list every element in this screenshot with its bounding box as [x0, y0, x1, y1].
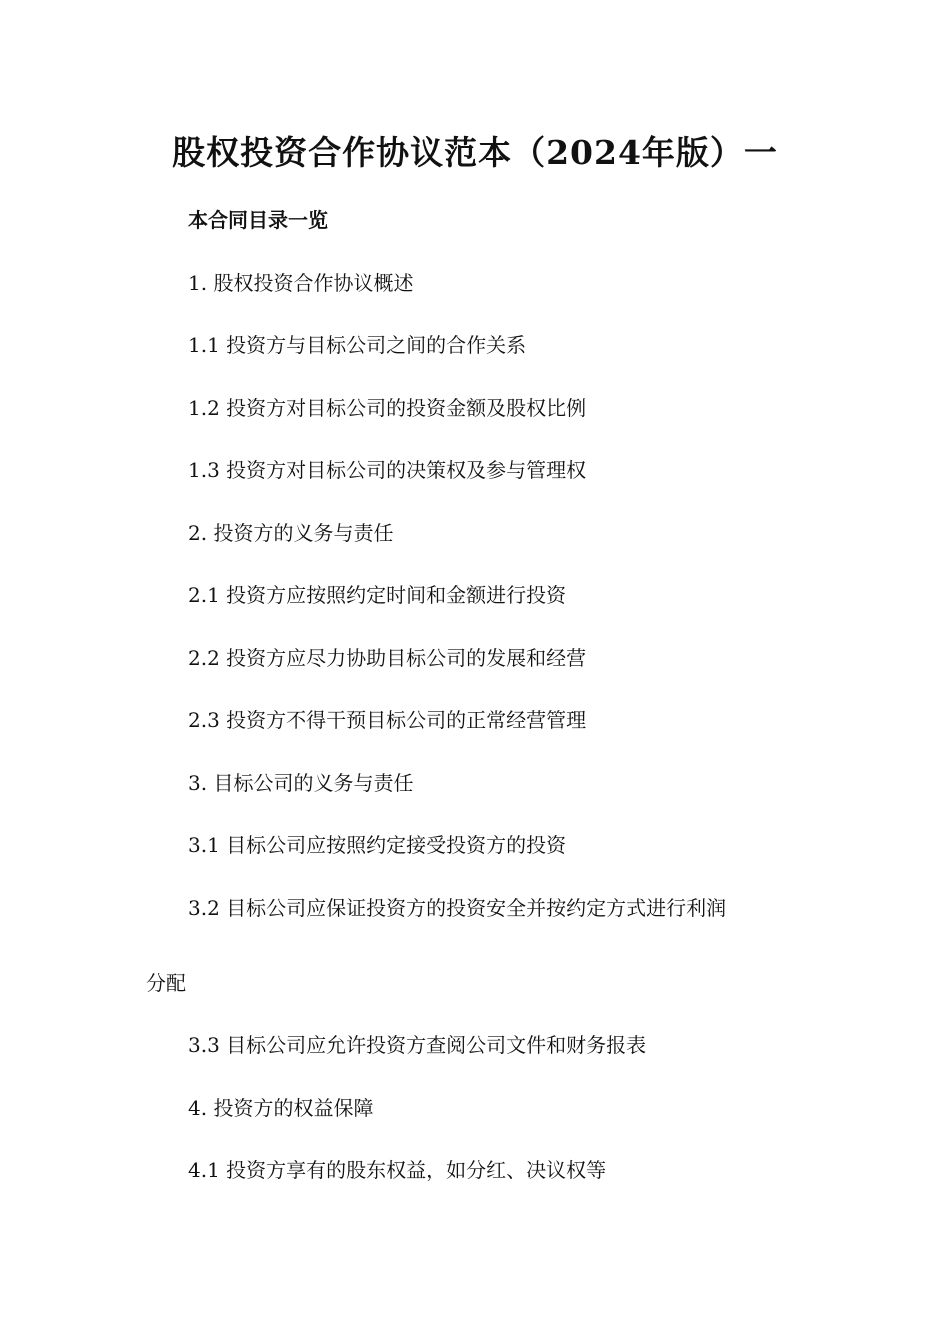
toc-item: 3. 目标公司的义务与责任 [188, 771, 414, 795]
toc-item: 3.3 目标公司应允许投资方查阅公司文件和财务报表 [188, 1033, 647, 1057]
toc-item: 1.3 投资方对目标公司的决策权及参与管理权 [188, 458, 587, 482]
toc-item: 2.1 投资方应按照约定时间和金额进行投资 [188, 583, 567, 607]
toc-item: 2.2 投资方应尽力协助目标公司的发展和经营 [188, 646, 587, 670]
document-title: 股权投资合作协议范本（2024年版）一 [172, 133, 778, 172]
toc-item: 4. 投资方的权益保障 [188, 1096, 374, 1120]
toc-item: 1.1 投资方与目标公司之间的合作关系 [188, 333, 527, 357]
toc-item: 1. 股权投资合作协议概述 [188, 271, 414, 295]
toc-item: 2. 投资方的义务与责任 [188, 521, 394, 545]
toc-item: 3.1 目标公司应按照约定接受投资方的投资 [188, 833, 567, 857]
toc-item: 2.3 投资方不得干预目标公司的正常经营管理 [188, 708, 587, 732]
toc-item: 1.2 投资方对目标公司的投资金额及股权比例 [188, 396, 587, 420]
toc-item: 3.2 目标公司应保证投资方的投资安全并按约定方式进行利润 [188, 896, 727, 920]
toc-item-continuation: 分配 [146, 971, 186, 995]
toc-heading: 本合同目录一览 [188, 208, 328, 232]
toc-item: 4.1 投资方享有的股东权益，如分红、决议权等 [188, 1158, 607, 1182]
